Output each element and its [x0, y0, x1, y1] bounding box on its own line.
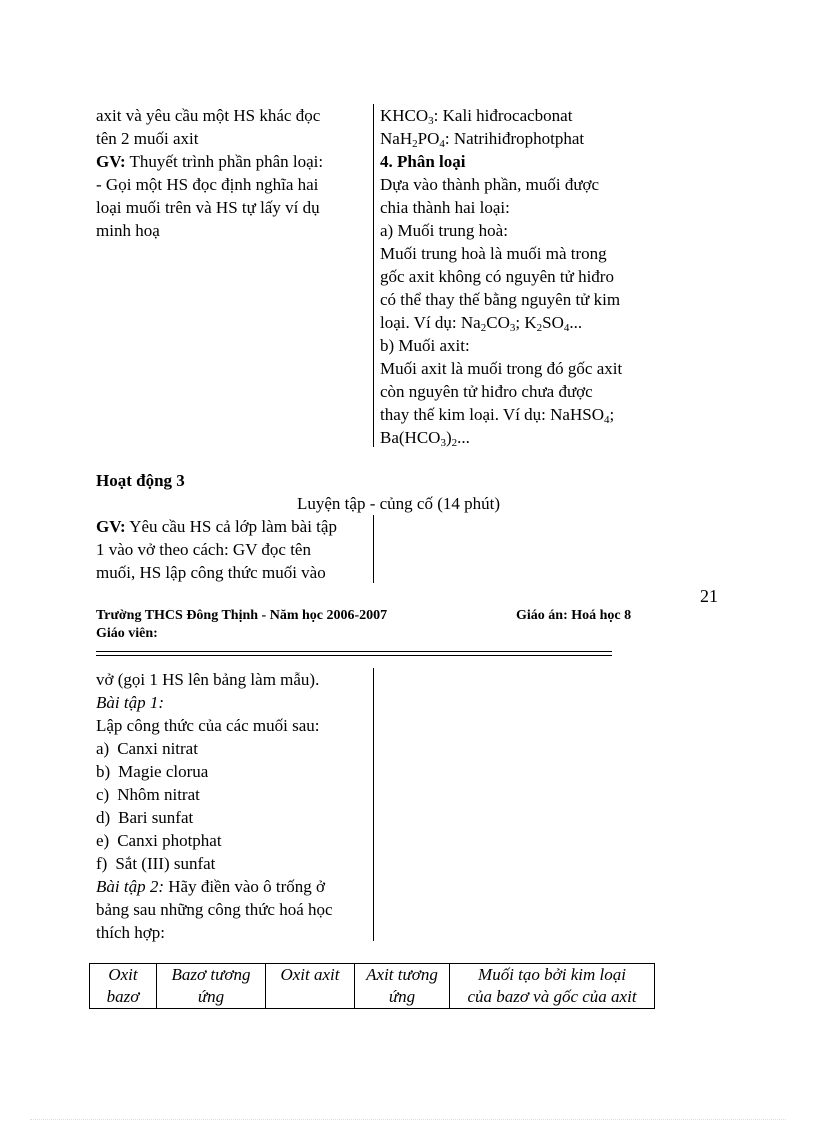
exercise-2-line: Bài tập 2: Hãy điền vào ô trống ở: [96, 877, 326, 896]
text-line: 1 vào vở theo cách: GV đọc tên: [96, 540, 311, 559]
gv-line: [96, 150, 372, 173]
table-header-cell: Bazơ tương ứng: [157, 964, 266, 1009]
gv-label: GV:: [96, 152, 126, 171]
table-header-cell: Oxit bazơ: [90, 964, 157, 1009]
exercise-2-label: Bài tập 2:: [96, 877, 164, 896]
text-line: còn nguyên tử hiđro chưa được: [380, 382, 593, 401]
formula-khco3: $KHCO_3$: Kali hiđrocacbonat: [380, 106, 573, 127]
fill-in-table: [89, 963, 655, 1009]
activity-left-column: [96, 515, 372, 584]
upper-column-divider: [373, 104, 374, 447]
example-neutral-salts: loại. Ví dụ: $Na_2CO_3$; $K_2SO_4$...: [380, 313, 583, 334]
list-item: e) Canxi photphat: [96, 831, 222, 850]
text-line: loại muối trên và HS tự lấy ví dụ: [96, 198, 320, 217]
text-line: minh hoạ: [96, 221, 160, 240]
list-item: d) Bari sunfat: [96, 808, 194, 827]
page-number: 21: [700, 586, 718, 606]
gv-label: GV:: [96, 517, 126, 536]
page-edge-divider: [30, 1119, 786, 1120]
text-line: - Gọi một HS đọc định nghĩa hai: [96, 175, 319, 194]
table-header-cell: Axit tương ứng: [355, 964, 450, 1009]
text-line: Muối trung hoà là muối mà trong: [380, 244, 607, 263]
activity-subtitle: Luyện tập - củng cố (14 phút): [297, 494, 500, 513]
formula-nah2po4: $NaH_2PO_4$: Natrihiđrophotphat: [380, 129, 585, 150]
next-column-divider: [373, 668, 374, 941]
list-item: a) Canxi nitrat: [96, 739, 198, 758]
teacher-header: Giáo viên:: [96, 626, 158, 641]
list-item: f) Sắt (III) sunfat: [96, 854, 216, 873]
table-row: [90, 964, 655, 1009]
table-header-cell: Muối tạo bởi kim loại của bazơ và gốc của axit: [450, 964, 655, 1009]
text-line: thích hợp:: [96, 923, 165, 942]
example-acid-salt-2: $Ba(HCO_3)_2$...: [380, 428, 470, 449]
gv-line: [96, 515, 372, 538]
activity-title: Hoạt động 3: [96, 471, 185, 490]
exercise-1-label: Bài tập 1:: [96, 693, 164, 712]
text-line: chia thành hai loại:: [380, 198, 510, 217]
text-line: muối, HS lập công thức muối vào: [96, 563, 326, 582]
gv-text: Yêu cầu HS cả lớp làm bài tập: [125, 517, 337, 536]
text-line: Dựa vào thành phần, muối được: [380, 175, 600, 194]
text-line: tên 2 muối axit: [96, 129, 199, 148]
list-item: b) Magie clorua: [96, 762, 209, 781]
text-line: gốc axit không có nguyên tử hiđro: [380, 267, 614, 286]
header-rule-top: [96, 651, 612, 652]
upper-right-column: [380, 104, 660, 449]
header-rule-bottom: [96, 655, 612, 656]
table-header-cell: Oxit axit: [266, 964, 355, 1009]
text-line: có thể thay thế bằng nguyên tử kim: [380, 290, 621, 309]
activity-column-divider: [373, 515, 374, 583]
next-left-column: [96, 668, 372, 944]
text-line: Muối axit là muối trong đó gốc axit: [380, 359, 623, 378]
text-line: b) Muối axit:: [380, 336, 470, 355]
text-line: axit và yêu cầu một HS khác đọc: [96, 106, 321, 125]
text-line: a) Muối trung hoà:: [380, 221, 508, 240]
example-acid-salt: thay thế kim loại. Ví dụ: NaHSO$_4$;: [380, 405, 615, 426]
gv-text: Thuyết trình phần phân loại:: [125, 152, 324, 171]
lesson-plan-header: Giáo án: Hoá học 8: [516, 608, 632, 623]
text-line: bảng sau những công thức hoá học: [96, 900, 333, 919]
exercise-1-intro: Lập công thức của các muối sau:: [96, 716, 320, 735]
upper-left-column: [96, 104, 372, 242]
school-header: Trường THCS Đông Thịnh - Năm học 2006-2007: [96, 608, 388, 623]
text-line: vở (gọi 1 HS lên bảng làm mẫu).: [96, 670, 320, 689]
section-title: 4. Phân loại: [380, 152, 466, 171]
list-item: c) Nhôm nitrat: [96, 785, 200, 804]
